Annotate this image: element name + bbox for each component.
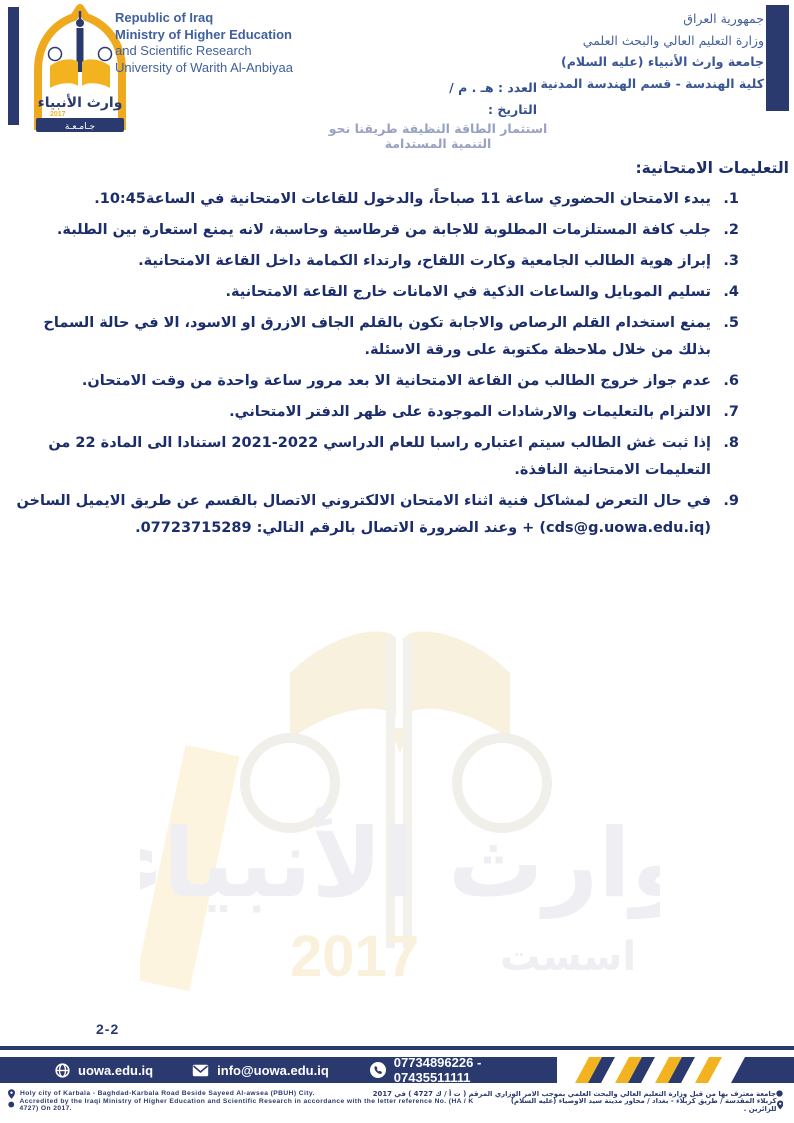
globe-icon xyxy=(55,1063,70,1078)
logo-bird-motif-left xyxy=(49,48,62,61)
logo-minaret-spire xyxy=(79,11,81,20)
watermark-book-right xyxy=(404,631,510,740)
instruction-item-3 xyxy=(8,248,789,275)
header-ar-line-2: وزارة التعليم العالي والبحث العلمي xyxy=(582,32,764,48)
logo-bird-motif-right xyxy=(99,48,112,61)
logo-year: 2017 xyxy=(50,111,66,118)
header-right-accent-bar xyxy=(766,5,789,111)
footer-address-en-text: Holy city of Karbala - Baghdad-Karbala Road Beside Sayeed Al-awsea (PBUH) City. xyxy=(20,1090,315,1097)
instruction-item-5 xyxy=(8,310,789,364)
logo-word-university: جـامـعـة xyxy=(64,122,96,132)
footer-address-ar xyxy=(492,1097,788,1113)
item-number: 8. xyxy=(723,435,739,451)
watermark-year: 2017 xyxy=(290,924,420,989)
header-en-line-4: University of Warith Al-Anbiyaa xyxy=(115,59,293,75)
item-text: إبراز هوية الطالب الجامعية وكارت اللقاح، وارتداء الكمامة داخل القاعة الامتحانية. xyxy=(138,253,711,269)
instruction-item-7 xyxy=(8,399,789,426)
footer-website-item xyxy=(55,1063,153,1078)
item-text: عدم جواز خروج الطالب من القاعة الامتحانية الا بعد مرور ساعة واحدة من وقت الامتحان. xyxy=(81,373,711,389)
footer-email-item xyxy=(192,1063,329,1078)
header-ar-line-1: جمهورية العراق xyxy=(683,11,764,26)
footer-info-line-2 xyxy=(8,1096,788,1113)
ref-block xyxy=(449,77,537,121)
item-number: 2. xyxy=(723,222,739,238)
header-ar-line-3: جامعة وارث الأنبياء (عليه السلام) xyxy=(561,54,764,69)
phone-icon xyxy=(370,1062,386,1078)
mail-icon xyxy=(192,1064,209,1077)
header-en-line-2: Ministry of Higher Education xyxy=(115,26,292,42)
phone-numbers-text: 07734896226 - 07435511111 xyxy=(393,1055,482,1085)
item-number: 6. xyxy=(723,373,739,389)
header-arabic-block xyxy=(540,8,764,94)
dot-icon xyxy=(8,1101,15,1108)
footer-contact-bar xyxy=(0,1057,557,1083)
instruction-item-2 xyxy=(8,217,789,244)
email-text: info@uowa.edu.iq xyxy=(217,1062,329,1078)
instruction-item-6 xyxy=(8,368,789,395)
instruction-item-1 xyxy=(8,186,789,213)
footer-accreditation-ar-text: جامعة معترف بها من قبل وزارة التعليم العالي والبحث العلمي بموجب الامر الوزاري المرقم ( ت أ / ك 4727 ) في 2017 xyxy=(372,1089,776,1098)
website-text: uowa.edu.iq xyxy=(78,1062,154,1078)
ref-date-line: التاريخ : xyxy=(487,102,537,117)
item-number: 3. xyxy=(723,253,739,269)
watermark-name-arabic: وارث الأنبياء xyxy=(140,809,660,919)
item-number: 9. xyxy=(723,493,739,509)
item-text: يبدء الامتحان الحضوري ساعة 11 صباحاً، والدخول للقاعات الامتحانية في الساعة10:45. xyxy=(94,191,711,207)
watermark-book-left xyxy=(290,631,396,740)
header-slogan: استثمار الطاقة النظيفة طريقنا نحو التنمية المستدامة xyxy=(328,121,548,151)
header-left-accent-bar xyxy=(8,7,19,125)
instructions-title: التعليمات الامتحانية: xyxy=(635,159,789,177)
logo-minaret-dome xyxy=(76,19,84,27)
ref-number-line: العدد : هـ . م / xyxy=(449,80,537,95)
item-number: 7. xyxy=(723,404,739,420)
instruction-item-9 xyxy=(8,488,789,542)
footer-accreditation-en-text: Accredited by the Iraqi Ministry of Higher Education and Scientific Research in accordance with the letter reference No. (HA / K 4727) On 2017. xyxy=(19,1097,474,1112)
footer-rule xyxy=(0,1046,794,1050)
page-number: 2-2 xyxy=(96,1021,120,1037)
footer-address-ar-text: كربلاء المقدسة / طريق كربلاء - بغداد / محاور مدينة سيد الاوصياء (عليه السلام) للزائرين . xyxy=(510,1096,777,1113)
item-number: 5. xyxy=(723,315,739,331)
item-text: تسليم الموبايل والساعات الذكية في الامانات خارج القاعة الامتحانية. xyxy=(225,284,711,300)
item-number: 4. xyxy=(723,284,739,300)
instruction-item-8 xyxy=(8,430,789,484)
logo-book-left xyxy=(50,59,78,88)
item-text: جلب كافة المستلزمات المطلوبة للاجابة من قرطاسية وحاسبة، لانه يمنع استعارة بين الطلبة. xyxy=(56,222,711,238)
header-en-line-1: Republic of Iraq xyxy=(115,10,214,25)
instruction-item-4 xyxy=(8,279,789,306)
watermark-graphic xyxy=(140,578,660,1018)
watermark-emblem xyxy=(140,578,660,1023)
footer-stripes-graphic xyxy=(557,1057,794,1083)
footer-phone-item xyxy=(370,1055,557,1085)
logo-book-right xyxy=(82,59,110,88)
instructions-section xyxy=(8,156,789,546)
instructions-list xyxy=(8,186,789,542)
watermark-word-established: اسست xyxy=(500,934,637,980)
item-number: 1. xyxy=(723,191,739,207)
footer-stripes xyxy=(557,1057,794,1083)
item-text: في حال التعرض لمشاكل فنية اثناء الامتحان الالكتروني الاتصال بالقسم عن طريق الايميل الساخن (cds@g.uowa.edu.iq) + وعند الضرورة الاتصال بالرقم التالي: 07723715289. xyxy=(16,493,711,536)
header-ar-line-4: كلية الهندسة - قسم الهندسة المدنية xyxy=(540,75,764,91)
item-text: الالتزام بالتعليمات والارشادات الموجودة على ظهر الدفتر الامتحاني. xyxy=(229,404,711,420)
header-english-block xyxy=(115,10,293,76)
location-pin-icon xyxy=(777,1100,784,1110)
item-text: إذا ثبت غش الطالب سيتم اعتباره راسبا للعام الدراسي 2022-2021 استنادا الى المادة 22 من التعليمات الامتحانية النافذة. xyxy=(48,435,711,478)
logo-name-arabic: وارث الأنبياء xyxy=(37,95,123,111)
footer-accreditation-en xyxy=(8,1098,492,1112)
item-text: يمنع استخدام القلم الرصاص والاجابة تكون بالقلم الجاف الازرق او الاسود، الا في حالة السماح بذلك من خلال ملاحظة مكتوبة على ورقة الاسئلة. xyxy=(43,315,711,358)
header-en-line-3: and Scientific Research xyxy=(115,43,252,58)
